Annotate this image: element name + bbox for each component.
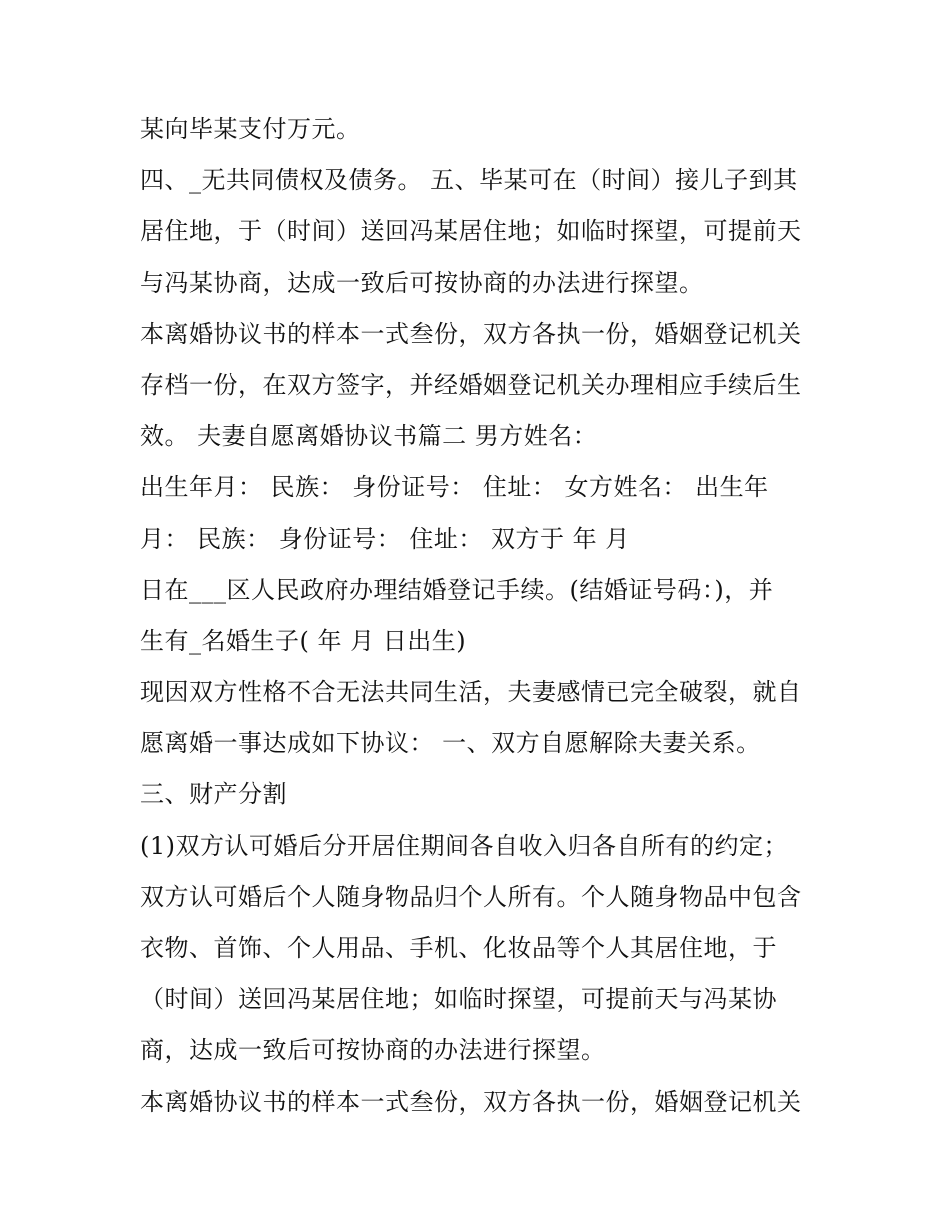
text-line: 某向毕某支付万元。 [140, 115, 361, 143]
text-line: 本离婚协议书的样本一式叁份，双方各执一份，婚姻登记机关 [140, 1087, 802, 1116]
section-heading: 三、财产分割 [140, 780, 287, 809]
text-line: 日在___区人民政府办理结婚登记手续。(结婚证号码：)，并 [140, 575, 774, 604]
text-line: 月： 民族： 身份证号： 住址： 双方于 年 月 [140, 524, 630, 553]
text-line: 居住地，于（时间）送回冯某居住地；如临时探望，可提前天 [140, 217, 802, 246]
text-line: 现因双方性格不合无法共同生活，夫妻感情已完全破裂，就自 [140, 678, 802, 707]
text-line: 衣物、首饰、个人用品、手机、化妆品等个人其居住地，于 [140, 934, 777, 962]
text-line: (1)双方认可婚后分开居住期间各自收入归各自所有的约定； [140, 831, 788, 860]
document-body [140, 104, 820, 1128]
text-line: 与冯某协商，达成一致后可按协商的办法进行探望。 [140, 268, 704, 297]
text-line: 本离婚协议书的样本一式叁份，双方各执一份，婚姻登记机关 [140, 319, 802, 348]
text-line: 四、_无共同债权及债务。 五、毕某可在（时间）接儿子到其 [140, 166, 798, 195]
text-line: 出生年月： 民族： 身份证号： 住址： 女方姓名： 出生年 [140, 473, 769, 502]
text-line: 存档一份，在双方签字，并经婚姻登记机关办理相应手续后生 [140, 370, 802, 399]
text-line: （时间）送回冯某居住地；如临时探望，可提前天与冯某协 [140, 985, 777, 1014]
text-line: 效。 夫妻自愿离婚协议书篇二 男方姓名： [140, 422, 598, 451]
text-line: 商，达成一致后可按协商的办法进行探望。 [140, 1036, 606, 1065]
text-line: 双方认可婚后个人随身物品归个人所有。个人随身物品中包含 [140, 882, 802, 911]
text-line: 生有_名婚生子( 年 月 日出生) [140, 626, 467, 655]
text-line: 愿离婚一事达成如下协议： 一、双方自愿解除夫妻关系。 [140, 729, 761, 758]
